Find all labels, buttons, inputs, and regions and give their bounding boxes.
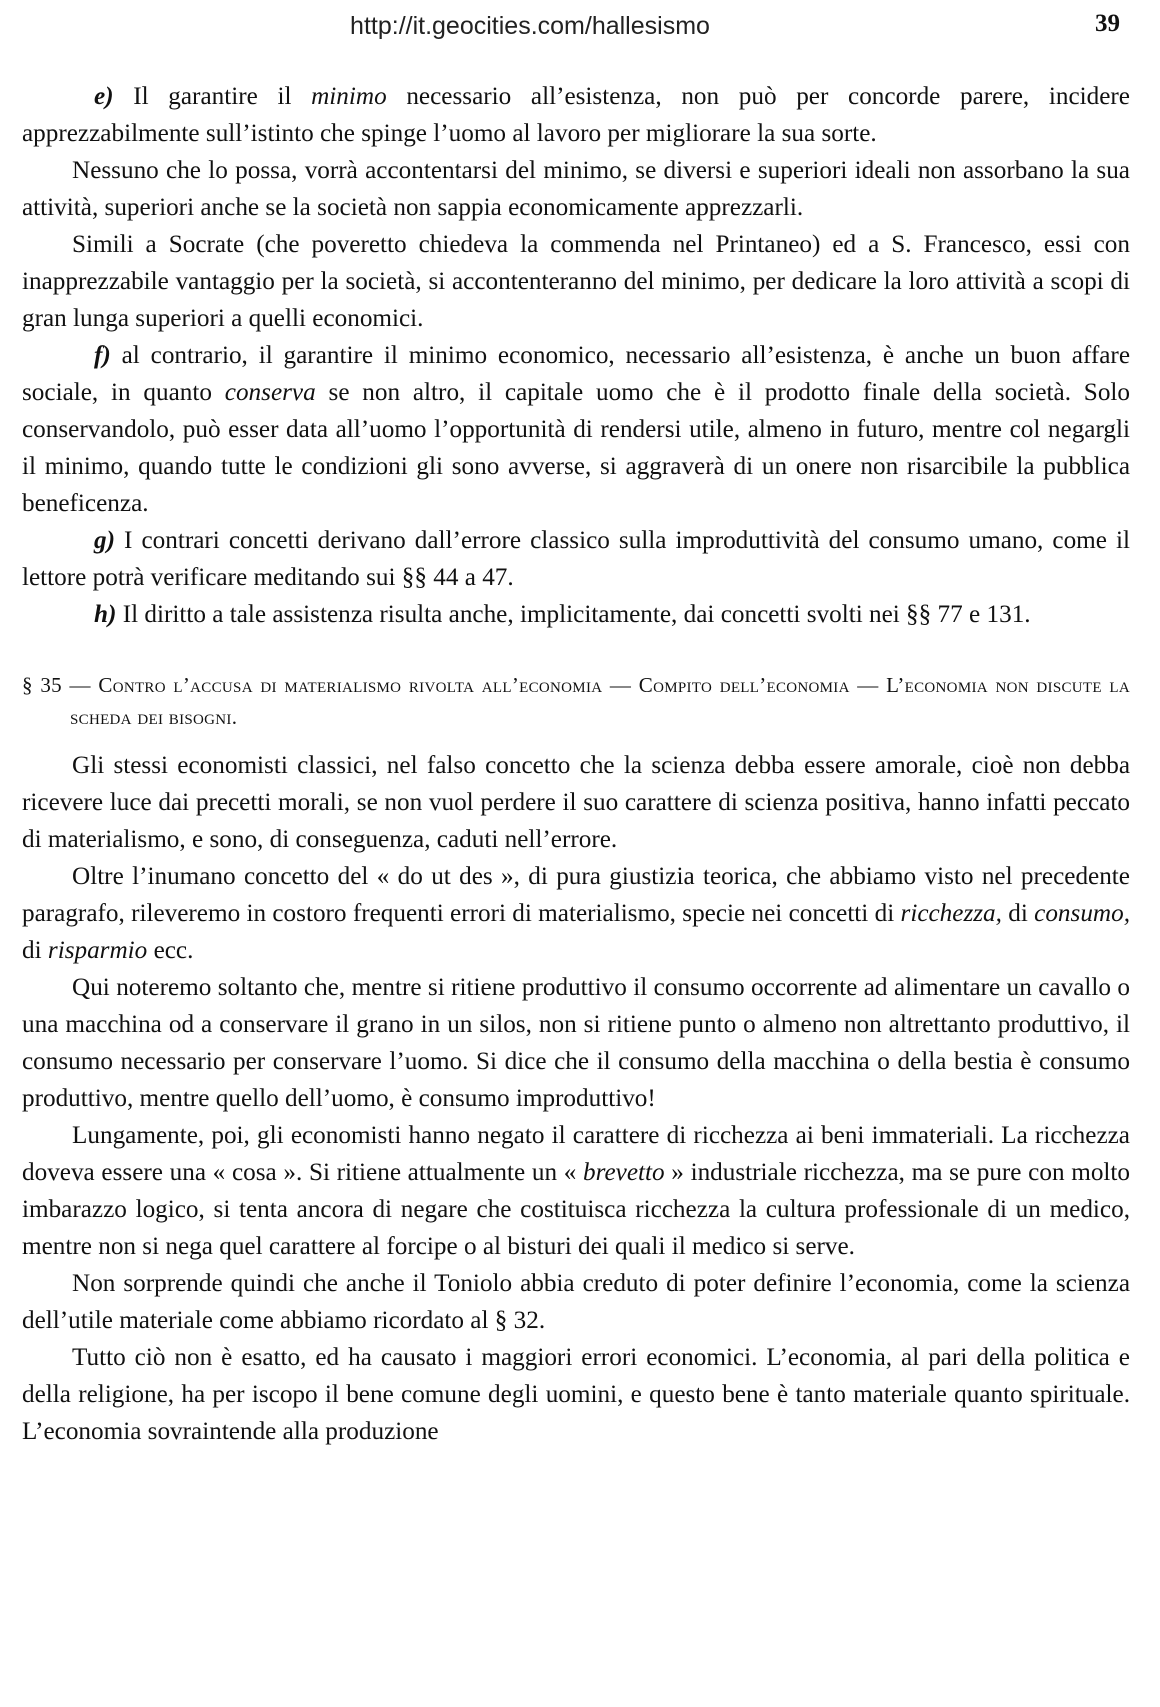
paragraph-h: h) Il diritto a tale assistenza risulta anche, implicitamente, dai concetti svolti nei §§ 77 e 131.	[94, 601, 1031, 628]
paragraph-f: f) al contrario, il garantire il minimo economico, necessario all’esistenza, è anche un buon affare sociale, in quanto conserva se non altro, il capitale uomo che è il prodotto finale della società. Solo conservandolo, può esser data all’uomo l’opportunità di rendersi utile, almeno in futuro, mentre col negargli il minimo, quando tutte le condizioni gli sono avverse, si aggraverà di un onere non risarcibile la pubblica beneficenza.	[22, 342, 1131, 517]
paragraph-simili: Simili a Socrate (che poveretto chiedeva la commenda nel Printaneo) ed a S. Francesco, essi con inapprezzabile vantaggio per la società, si accontenteranno del minimo, per dedicare la loro attività a scopi di gran lunga superiori a quelli economici.	[22, 231, 1130, 332]
page-number: 39	[1095, 10, 1120, 37]
paragraph-gli: Gli stessi economisti classici, nel falso concetto che la scienza debba essere amorale, cioè non debba ricevere luce dai precetti morali, se non vuol perdere il suo carattere di scienza positiva, hanno infatti peccato di materialismo, e sono, di conseguenza, caduti nell’errore.	[22, 752, 1130, 853]
paragraph-g: g) I contrari concetti derivano dall’errore classico sulla improduttività del consumo umano, come il lettore potrà verificare meditando sui §§ 44 a 47.	[22, 527, 1130, 591]
paragraph-lungamente: Lungamente, poi, gli economisti hanno negato il carattere di ricchezza ai beni immateriali. La ricchezza doveva essere una « cosa ». Si ritiene attualmente un « brevetto » industriale ricchezza, ma se pure con molto imbarazzo logico, si tenta ancora di negare che costituisca ricchezza la cultura professionale di un medico, mentre non si nega quel carattere al forcipe o al bisturi dei quali il medico si serve.	[22, 1122, 1130, 1260]
document-body	[22, 78, 1130, 1450]
paragraph-nessuno: Nessuno che lo possa, vorrà accontentarsi del minimo, se diversi e superiori ideali non assorbano la sua attività, superiori anche se la società non sappia economicamente apprezzarli.	[22, 157, 1130, 221]
header-url: http://it.geocities.com/hallesismo	[350, 12, 710, 40]
section-heading: § 35 — Contro l’accusa di materialismo rivolta all’economia — Compito dell’economia — L’economia non discute la scheda dei bisogni.	[22, 673, 1130, 729]
paragraph-non-sorprende: Non sorprende quindi che anche il Toniolo abbia creduto di poter definire l’economia, come la scienza dell’utile materiale come abbiamo ricordato al § 32.	[22, 1270, 1130, 1334]
paragraph-oltre: Oltre l’inumano concetto del « do ut des », di pura giustizia teorica, che abbiamo visto nel precedente paragrafo, rileveremo in costoro frequenti errori di materialismo, specie nei concetti di ricchezza, di consumo, di risparmio ecc.	[22, 863, 1130, 964]
item-label-h: h)	[94, 601, 117, 628]
paragraph-e: e) Il garantire il minimo necessario all’esistenza, non può per concorde parere, incidere apprezzabilmente sull’istinto che spinge l’uomo al lavoro per migliorare la sua sorte.	[22, 83, 1130, 147]
paragraph-qui: Qui noteremo soltanto che, mentre si ritiene produttivo il consumo occorrente ad alimentare un cavallo o una macchina od a conservare il grano in un silos, non si ritiene punto o almeno non altrettanto produttivo, il consumo necessario per conservare l’uomo. Si dice che il consumo della macchina o della bestia è consumo produttivo, mentre quello dell’uomo, è consumo improduttivo!	[22, 974, 1130, 1112]
item-label-f: f)	[94, 342, 111, 369]
item-label-g: g)	[94, 527, 115, 554]
item-label-e: e)	[94, 83, 114, 110]
paragraph-tutto: Tutto ciò non è esatto, ed ha causato i maggiori errori economici. L’economia, al pari della politica e della religione, ha per iscopo il bene comune degli uomini, e questo bene è tanto materiale quanto spirituale. L’economia sovraintende alla produzione	[22, 1344, 1130, 1445]
